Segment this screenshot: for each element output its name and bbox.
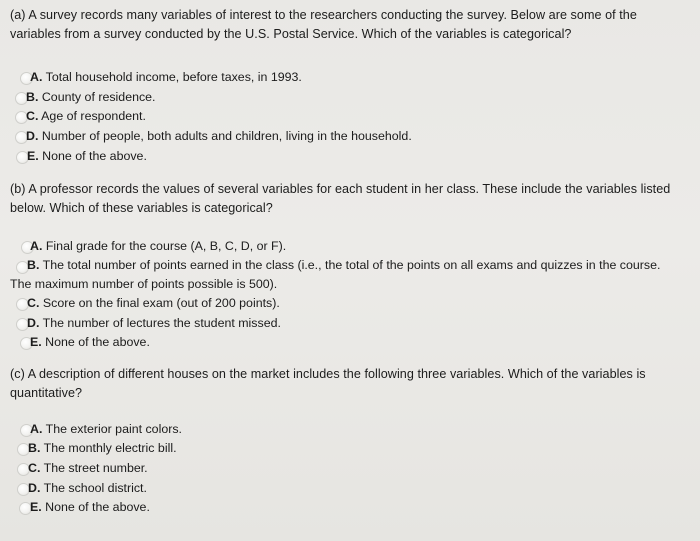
question-b-option-e[interactable] (30, 332, 150, 352)
option-letter: D. (28, 481, 41, 495)
option-text: Age of respondent. (41, 109, 146, 123)
option-letter: E. (27, 149, 39, 163)
option-letter: C. (27, 296, 40, 310)
option-text: Final grade for the course (A, B, C, D, or F). (45, 239, 287, 253)
question-b-option-d[interactable] (27, 313, 281, 333)
option-letter: B. (27, 258, 40, 272)
option-text: None of the above. (45, 335, 150, 349)
question-b-option-a[interactable] (30, 236, 286, 256)
option-letter: B. (26, 90, 39, 104)
option-letter: A. (30, 422, 43, 436)
question-c-option-d[interactable] (28, 478, 147, 498)
option-letter: D. (26, 129, 39, 143)
question-c-option-b[interactable] (28, 438, 177, 458)
option-letter: D. (27, 316, 40, 330)
option-text: The school district. (43, 481, 147, 495)
question-b-prompt: (b) A professor records the values of several variables for each student in her class. These include the variables listed below. Which of these variables is categorical? (10, 182, 671, 215)
question-c-option-a[interactable] (30, 419, 182, 439)
option-text: Total household income, before taxes, in 1993. (45, 70, 302, 84)
option-text: The monthly electric bill. (43, 441, 177, 455)
question-a-option-e[interactable] (27, 146, 147, 166)
question-b-option-b[interactable] (10, 256, 680, 294)
option-letter: A. (30, 70, 43, 84)
option-text: The total number of points earned in the class (i.e., the total of the points on all exams and quizzes in the course. The maximum number of points possible is 500). (10, 258, 661, 291)
question-c-prompt: (c) A description of different houses on the market includes the following three variables. Which of the variables is quantitative? (10, 367, 646, 400)
option-letter: E. (30, 335, 42, 349)
option-text: The number of lectures the student missed. (42, 316, 281, 330)
option-text: The street number. (43, 461, 148, 475)
option-text: The exterior paint colors. (45, 422, 182, 436)
option-letter: E. (30, 500, 42, 514)
option-letter: B. (28, 441, 41, 455)
option-text: County of residence. (41, 90, 156, 104)
option-text: None of the above. (45, 500, 150, 514)
option-text: None of the above. (42, 149, 147, 163)
question-b-option-c[interactable] (27, 293, 280, 313)
question-a-option-b[interactable] (26, 87, 156, 107)
option-letter: C. (28, 461, 41, 475)
question-c-option-e[interactable] (30, 497, 150, 517)
option-letter: A. (30, 239, 43, 253)
option-letter: C. (26, 109, 39, 123)
option-text: Score on the final exam (out of 200 points). (42, 296, 280, 310)
question-c-option-c[interactable] (28, 458, 148, 478)
question-a-option-d[interactable] (26, 126, 412, 146)
question-a-prompt: (a) A survey records many variables of interest to the researchers conducting the survey. Below are some of the variables from a survey conducted by the U.S. Postal Service. Which of the variables is categorical? (10, 8, 637, 41)
option-text: Number of people, both adults and children, living in the household. (41, 129, 412, 143)
question-a-option-c[interactable] (26, 106, 146, 126)
question-a-option-a[interactable] (30, 67, 302, 87)
